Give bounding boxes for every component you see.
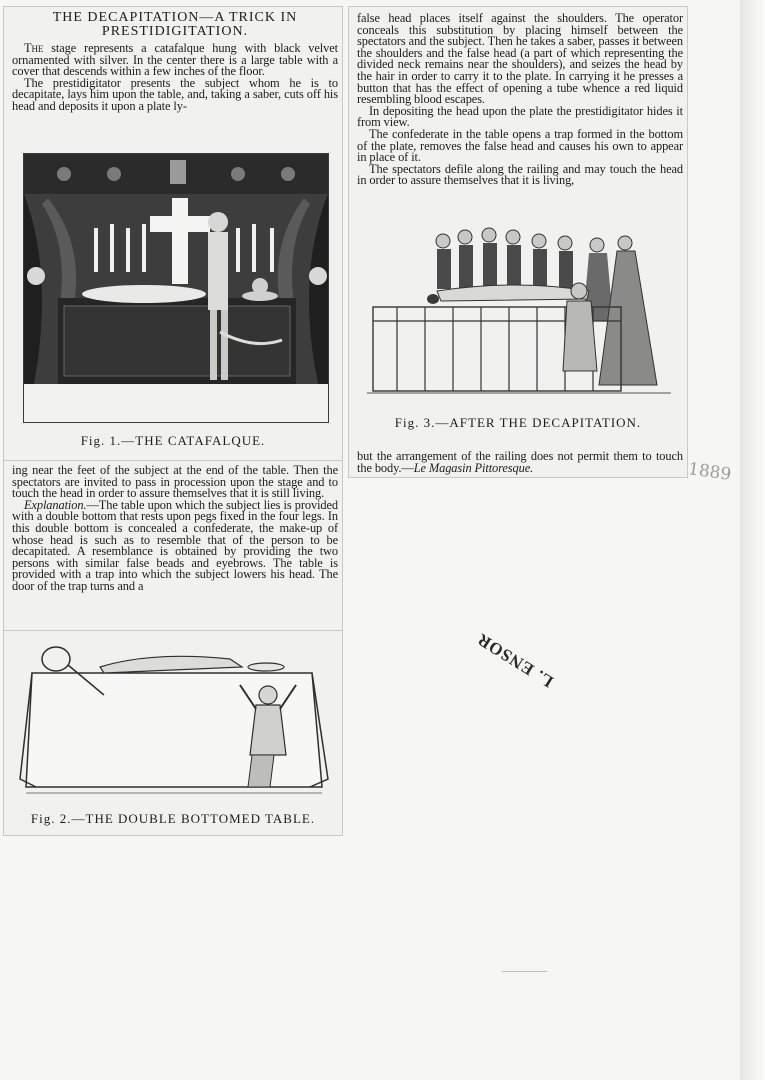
handwritten-year: 1889	[686, 459, 733, 485]
fig3-caption: Fig. 3.—AFTER THE DECAPITATION.	[394, 415, 642, 430]
ensor-stamp: L. ENSOR	[473, 629, 557, 692]
title-line-1: THE DECAPITATION—A TRICK IN	[52, 10, 298, 25]
paragraph-presents: The prestidigitator presents the subject whom he is to decapitate, lays him upon the table, and, taking a saber, cuts off his head and deposits it upon a plate ly-	[12, 75, 338, 113]
paragraph-procession: ing near the feet of the subject at the end of the table. Then the spectators are invited to pass in procession upon the stage and to touch the head in order to assure themselves that it is still living.	[12, 463, 338, 501]
explanation-lead: Explanation.	[24, 497, 87, 512]
paragraph-stage	[12, 43, 338, 78]
clipping-col1-top	[3, 6, 343, 462]
clipping-col2	[348, 6, 688, 478]
clipping-col1-middle	[3, 460, 343, 632]
catafalque-drawing	[24, 154, 328, 422]
paragraph-explanation	[12, 497, 338, 593]
fig1-caption: Fig. 1.—THE CATAFALQUE.	[80, 433, 266, 448]
after-decapitation-drawing	[367, 221, 671, 401]
railing-text: but the arrangement of the railing does not permit them to touch the body.—	[357, 449, 683, 475]
double-bottom-table-drawing	[12, 637, 336, 807]
paragraph-false-head: false head places itself against the shoulders. The operator conceals this substitution by placing himself between the spectators and the subject. Then he takes a saber, passes it between the shoulders and the false head (a part of which representing the divided neck remains near the shoulders), and seizes the head by the hair in order to carry it to the plate. In carrying it he presses a button that has the effect of opening a tube whence a red liquid resembling blood escapes.	[357, 11, 683, 107]
explanation-text: —The table upon which the subject lies is provided with a double bottom that rests upon pegs fixed in the four legs. In this double bottom is concealed a confederate, the make-up of whose head is such as to resemble that of the person to be decapitated. A resemblance is obtained by providing the two persons with similar false beads and eyebrows. The table is provided with a trap into which the subject lowers his head. The door of the trap turns and a	[12, 497, 338, 593]
title-line-2: PRESTIDIGITATION.	[101, 24, 249, 39]
lead-word: The	[24, 41, 44, 55]
paragraph-railing	[357, 451, 683, 474]
fig1-catafalque-illustration	[23, 153, 329, 423]
pencil-mark	[502, 971, 547, 972]
paragraph-confederate: The confederate in the table opens a trap formed in the bottom of the plate, removes the false head and causes his own to appear in place of it.	[357, 126, 683, 165]
fig2-caption: Fig. 2.—THE DOUBLE BOTTOMED TABLE.	[30, 811, 316, 826]
clipping-col1-bottom	[3, 630, 343, 836]
fig2-table-illustration	[12, 637, 336, 807]
paragraph-stage-text: stage represents a catafalque hung with black velvet ornamented with silver. In the center there is a large table with a cover that descends within a few inches of the floor.	[12, 41, 338, 79]
paragraph-spectators: The spectators defile along the railing and may touch the head in order to assure themselves that it is living,	[357, 161, 683, 188]
paragraph-depositing: In depositing the head upon the plate the prestidigitator hides it from view.	[357, 103, 683, 130]
article-title	[12, 11, 338, 39]
source-citation: Le Magasin Pittoresque.	[413, 460, 534, 475]
page-edge	[740, 0, 765, 1080]
fig3-after-decapitation-illustration	[367, 221, 671, 401]
